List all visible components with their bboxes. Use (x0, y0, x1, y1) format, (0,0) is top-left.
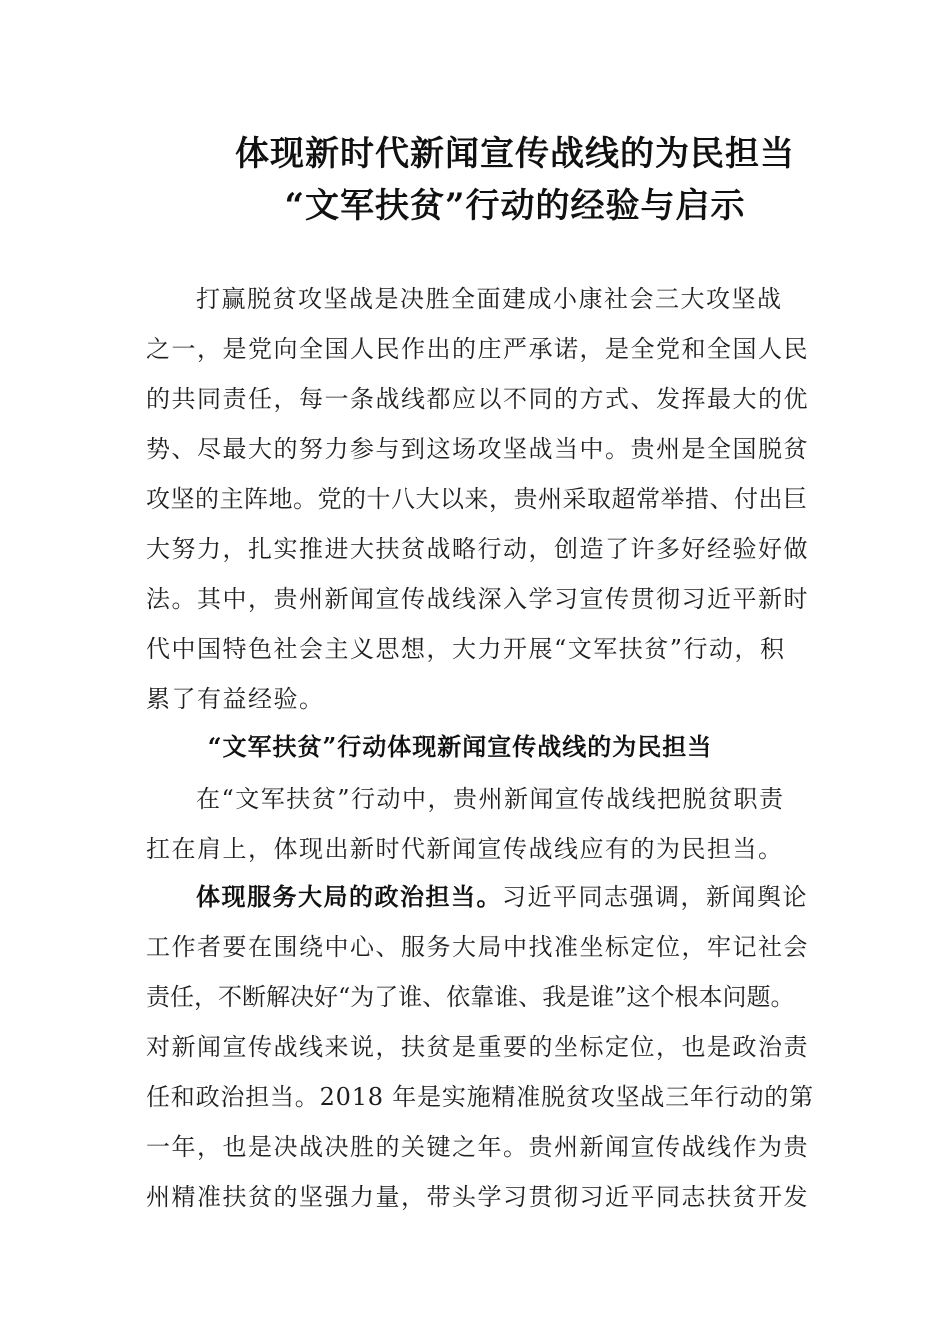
document-title-line-1: 体现新时代新闻宣传战线的为民担当 (235, 134, 795, 174)
paragraph-1-line: 大努力，扎实推进大扶贫战略行动，创造了许多好经验好做 (146, 535, 809, 563)
paragraph-1-line: 之一，是党向全国人民作出的庄严承诺，是全党和全国人民 (146, 335, 809, 363)
paragraph-3-line: 州精准扶贫的坚强力量，带头学习贯彻习近平同志扶贫开发 (146, 1183, 809, 1211)
paragraph-1-line: 代中国特色社会主义思想，大力开展“文军扶贫”行动，积 (146, 635, 786, 663)
document-title-line-2: “文军扶贫”行动的经验与启示 (284, 186, 746, 226)
paragraph-3-line: 任和政治担当。2018 年是实施精准脱贫攻坚战三年行动的第 (146, 1083, 814, 1111)
paragraph-3-line: 责任，不断解决好“为了谁、依靠谁、我是谁”这个根本问题。 (146, 983, 795, 1011)
paragraph-1-line: 攻坚的主阵地。党的十八大以来，贵州采取超常举措、付出巨 (146, 485, 808, 513)
paragraph-1-line: 法。其中，贵州新闻宣传战线深入学习宣传贯彻习近平新时 (146, 585, 809, 613)
section-heading: “文军扶贫”行动体现新闻宣传战线的为民担当 (207, 732, 713, 761)
paragraph-3-first-line (196, 882, 846, 912)
paragraph-3-first-rest: 习近平同志强调，新闻舆论 (502, 883, 808, 911)
paragraph-3-line: 一年，也是决战决胜的关键之年。贵州新闻宣传战线作为贵 (146, 1133, 809, 1161)
paragraph-2-line: 在“文军扶贫”行动中，贵州新闻宣传战线把脱贫职责 (196, 785, 785, 813)
paragraph-3-line: 对新闻宣传战线来说，扶贫是重要的坐标定位，也是政治责 (146, 1033, 809, 1061)
paragraph-3-line: 工作者要在围绕中心、服务大局中找准坐标定位，牢记社会 (146, 933, 809, 961)
paragraph-1-line: 打赢脱贫攻坚战是决胜全面建成小康社会三大攻坚战 (196, 285, 783, 313)
paragraph-1-line: 的共同责任，每一条战线都应以不同的方式、发挥最大的优 (146, 385, 809, 413)
paragraph-1-line: 累了有益经验。 (146, 685, 325, 713)
paragraph-1-line: 势、尽最大的努力参与到这场攻坚战当中。贵州是全国脱贫 (146, 435, 809, 463)
paragraph-2-line: 扛在肩上，体现出新时代新闻宣传战线应有的为民担当。 (146, 835, 784, 863)
paragraph-3-lead: 体现服务大局的政治担当。 (196, 882, 502, 911)
